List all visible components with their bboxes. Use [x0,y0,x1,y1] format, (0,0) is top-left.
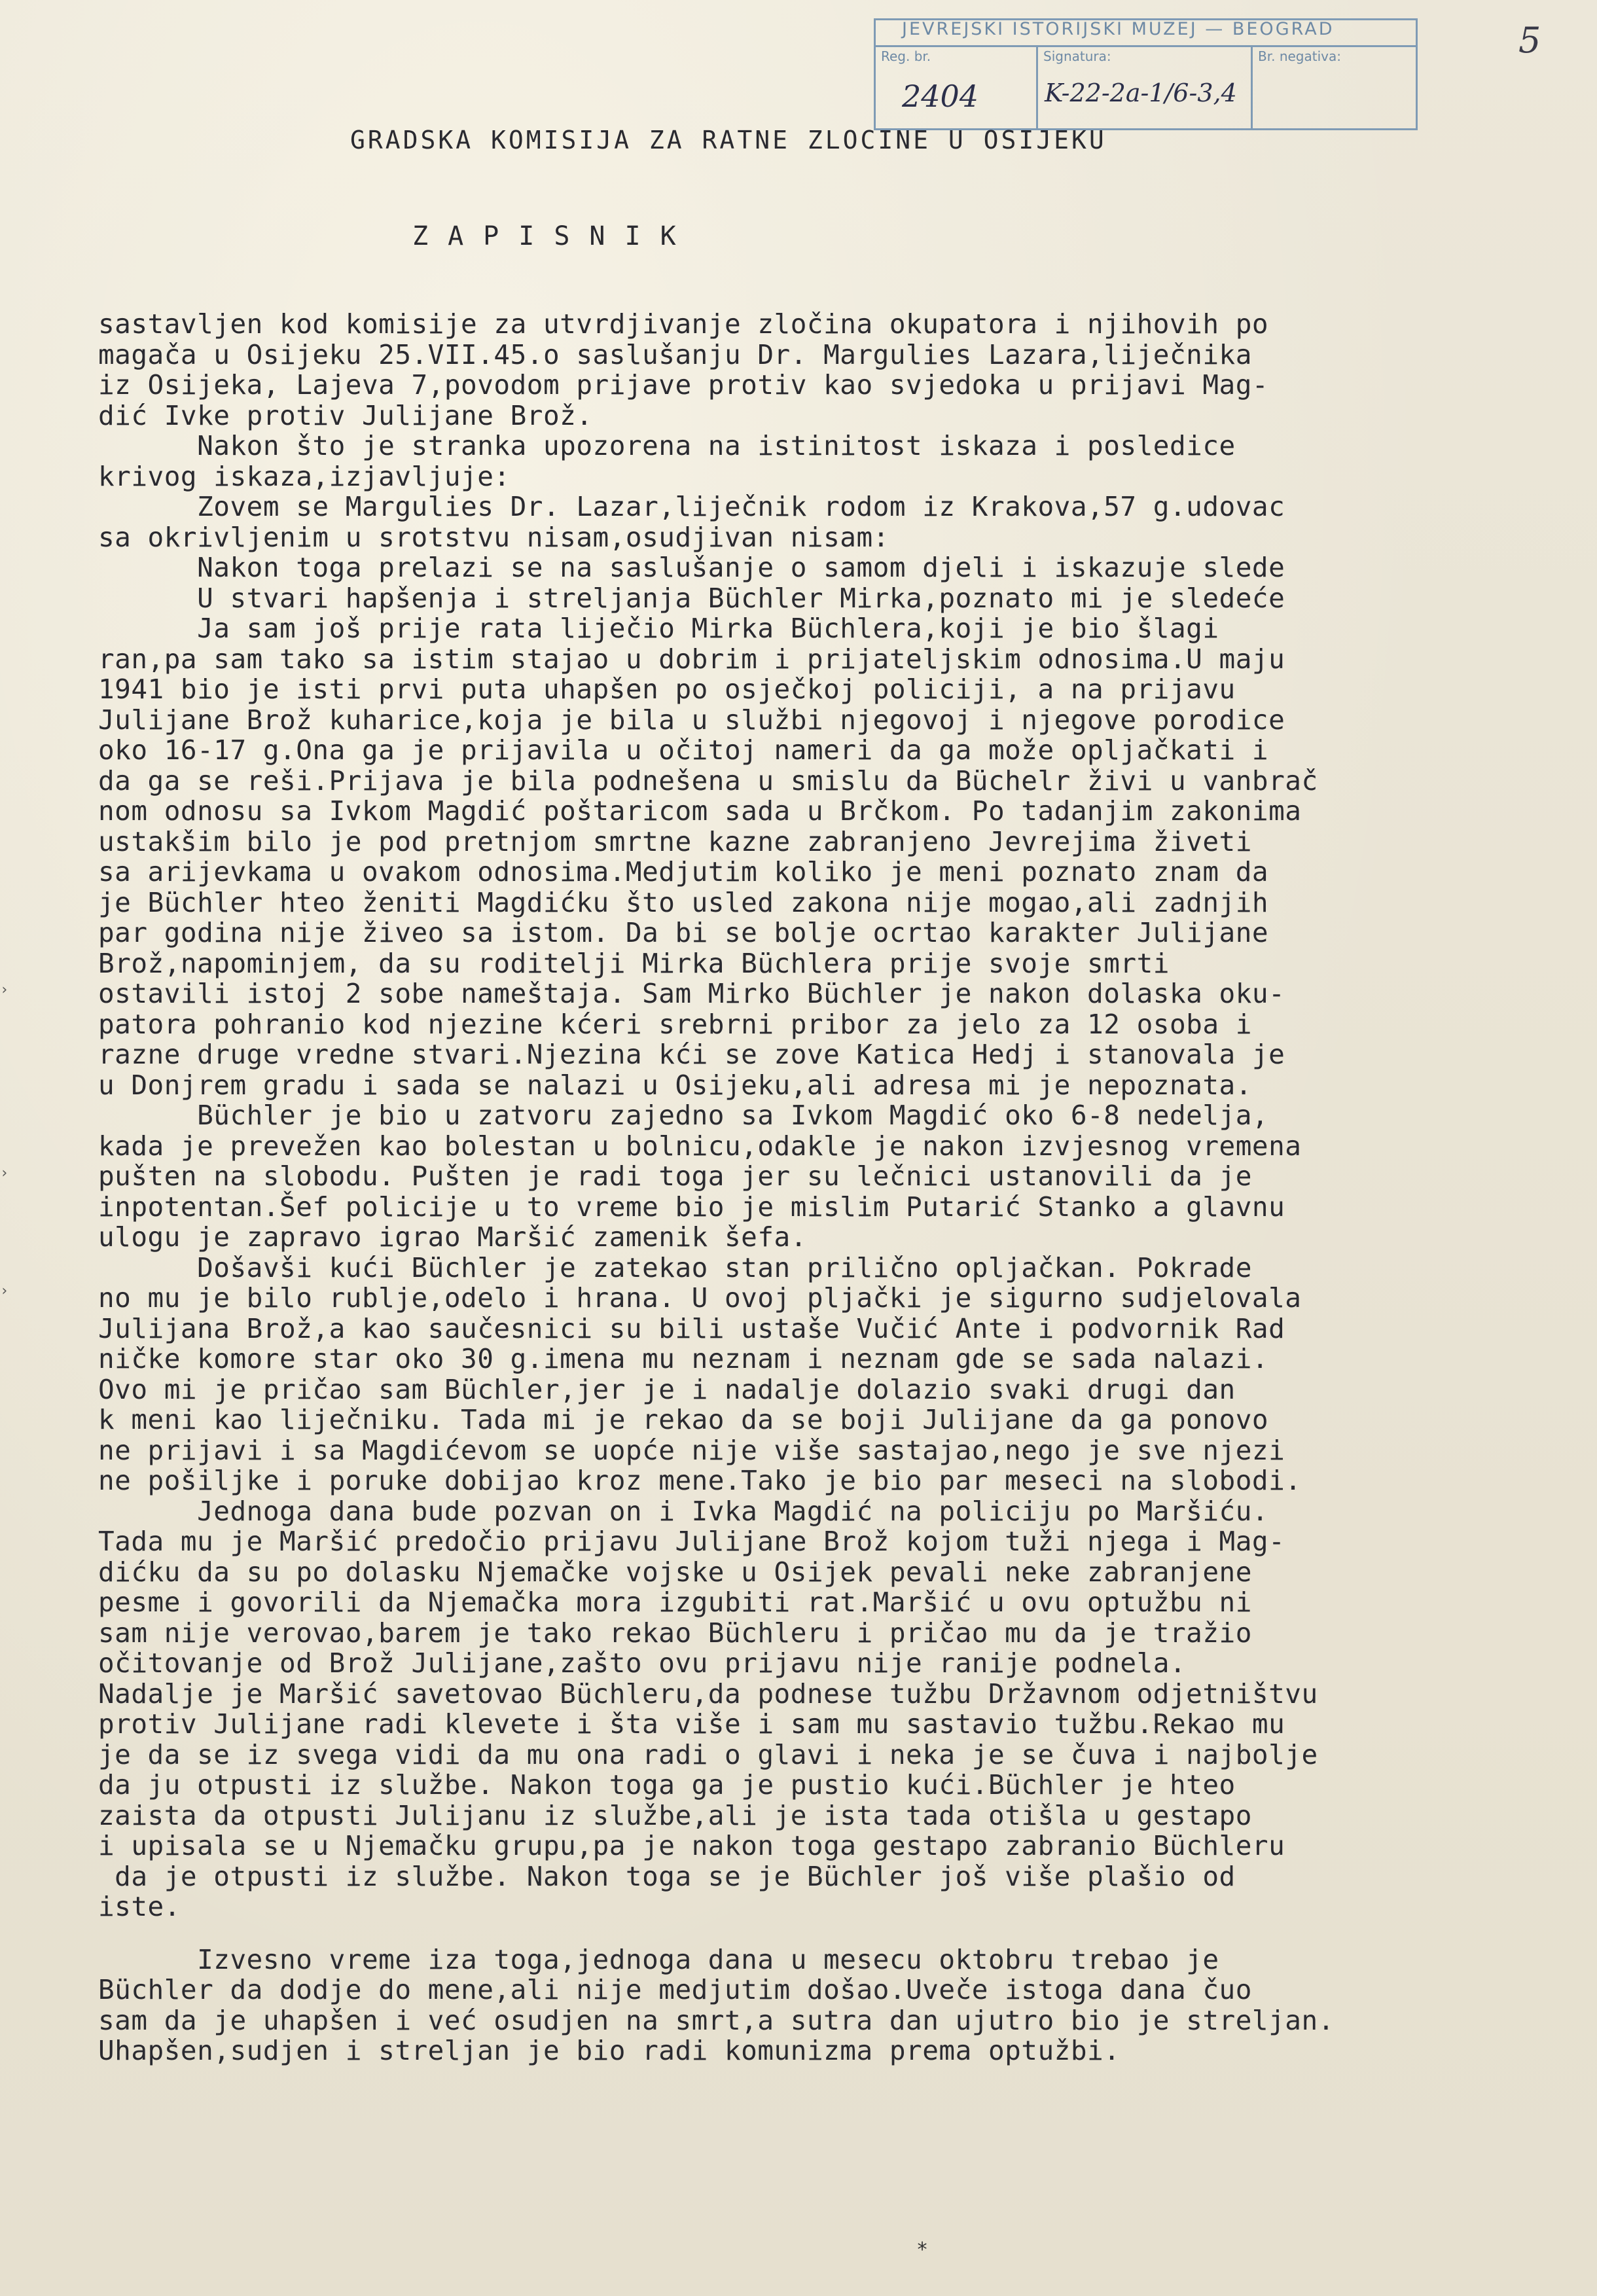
body-line: oko 16-17 g.Ona ga je prijavila u očitoj nameri da ga može opljačkati i [98,734,1269,766]
body-line: Nadalje je Maršić savetovao Büchleru,da podnese tužbu Državnom odjetništvu [98,1677,1318,1710]
body-line: Tada mu je Maršić predočio prijavu Julijane Brož kojom tuži njega i Mag- [98,1526,1285,1557]
archive-stamp [874,18,1418,130]
body-line: Zovem se Margulies Dr. Lazar,liječnik rodom iz Krakova,57 g.udovac [98,491,1285,522]
stamp-value-reg: 2404 [902,79,979,114]
stamp-label-negative: Br. negativa: [1258,48,1341,64]
body-line: Julijane Brož kuharice,koja je bila u službi njegovoj i njegove porodice [98,704,1285,736]
body-line: Jednoga dana bude pozvan on i Ivka Magdić na policiju po Maršiću. [98,1495,1269,1527]
stamp-field-signature [1038,47,1253,129]
stamp-field-reg [876,47,1038,129]
body-line: ne prijavi i sa Magdićevom se uopće nije više sastajao,nego je sve njezi [98,1434,1285,1466]
body-line: da je otpusti iz službe. Nakon toga se je Büchler još više plašio od [98,1860,1236,1892]
stamp-fields [876,45,1416,129]
document-heading: GRADSKA KOMISIJA ZA RATNE ZLOCINE U OSIJEKU [350,126,1107,154]
body-line: sam nije verovao,barem je tako rekao Büchleru i pričao mu da je tražio [98,1617,1252,1649]
body-line: ran,pa sam tako sa istim stajao u dobrim i prijateljskim odnosima.U maju [98,643,1285,675]
body-line: k meni kao liječniku. Tada mi je rekao da se boji Julijane da ga ponovo [98,1404,1269,1435]
body-line: ničke komore star oko 30 g.imena mu neznam i neznam gde se sada nalazi. [98,1343,1269,1374]
body-line: protiv Julijane radi klevete i šta više i sam mu sastavio tužbu.Rekao mu [98,1708,1285,1740]
body-line: Ja sam još prije rata liječio Mirka Büchlera,koji je bio šlagi [98,613,1219,644]
body-line: očitovanje od Brož Julijane,zašto ovu prijavu nije ranije podnela. [98,1647,1187,1679]
body-line: Julijana Brož,a kao saučesnici su bili ustaše Vučić Ante i podvornik Rad [98,1312,1285,1344]
body-line: pesme i govorili da Njemačka mora izgubiti rat.Maršić u ovu optužbu ni [98,1587,1252,1618]
body-line: u Donjrem gradu i sada se nalazi u Osijeku,ali adresa mi je nepoznata. [98,1069,1252,1101]
body-line: Izvesno vreme iza toga,jednoga dana u mesecu oktobru trebao je [98,1943,1219,1975]
body-line: kada je prevežen kao bolestan u bolnicu,odakle je nakon izvjesnog vremena [98,1130,1302,1162]
body-line: Ovo mi je pričao sam Büchler,jer je i nadalje dolazio svaki drugi dan [98,1373,1236,1405]
binder-hole-mark: › [0,982,9,998]
binder-hole-mark: › [0,1165,9,1181]
footer-mark: * [916,2238,929,2261]
body-line: pušten na slobodu. Pušten je radi toga jer su lečnici ustanovili da je [98,1160,1252,1192]
body-line: sastavljen kod komisije za utvrdjivanje zločina okupatora i njihovih po [98,308,1269,340]
body-line: inpotentan.Šef policije u to vreme bio je mislim Putarić Stanko a glavnu [98,1191,1285,1223]
body-line: ulogu je zapravo igrao Maršić zamenik šefa. [98,1221,807,1253]
body-line: krivog iskaza,izjavljuje: [98,460,511,492]
page-number: 5 [1518,20,1541,61]
body-line: sam da je uhapšen i već osudjen na smrt,a sutra dan ujutro bio je streljan. [98,2004,1335,2036]
body-line: razne druge vredne stvari.Njezina kći se zove Katica Hedj i stanovala je [98,1039,1285,1070]
body-line: Nakon toga prelazi se na saslušanje o samom djeli i iskazuje slede [98,552,1285,583]
body-line: Brož,napominjem, da su roditelji Mirka Büchlera prije svoje smrti [98,947,1170,979]
body-line: i upisala se u Njemačku grupu,pa je nakon toga gestapo zabranio Büchleru [98,1830,1285,1861]
body-line: ostavili istoj 2 sobe nameštaja. Sam Mirko Büchler je nakon dolaska oku- [98,978,1285,1009]
body-line [98,1922,1584,1945]
body-line: Büchler da dodje do mene,ali nije medjutim došao.Uveče istoga dana čuo [98,1974,1252,2005]
stamp-field-negative [1253,47,1416,129]
stamp-label-reg: Reg. br. [881,48,931,64]
body-line: iste. [98,1891,181,1922]
body-line: dić Ivke protiv Julijane Brož. [98,399,593,431]
body-line: zaista da otpusti Julijanu iz službe,ali je ista tada otišla u gestapo [98,1799,1252,1831]
body-line: no mu je bilo rublje,odelo i hrana. U ovoj pljački je sigurno sudjelovala [98,1282,1302,1314]
body-line: U stvari hapšenja i streljanja Büchler Mirka,poznato mi je sledeće [98,582,1285,614]
body-line: Uhapšen,sudjen i streljan je bio radi komunizma prema optužbi. [98,2035,1121,2066]
body-line: je Büchler hteo ženiti Magdićku što usled zakona nije mogao,ali zadnjih [98,886,1269,918]
body-line: je da se iz svega vidi da mu ona radi o glavi i neka je se čuva i najbolje [98,1738,1318,1770]
stamp-label-signature: Signatura: [1043,48,1111,64]
body-line: iz Osijeka, Lajeva 7,povodom prijave protiv kao svjedoka u prijavi Mag- [98,369,1269,401]
body-line: par godina nije živeo sa istom. Da bi se bolje ocrtao karakter Julijane [98,917,1269,948]
body-line: Došavši kući Büchler je zatekao stan prilično opljačkan. Pokrade [98,1251,1252,1283]
body-line: sa okrivljenim u srotstvu nisam,osudjivan nisam: [98,521,889,553]
body-line: da ju otpusti iz službe. Nakon toga ga je pustio kući.Büchler je hteo [98,1769,1236,1801]
body-line: ustakšim bilo je pod pretnjom smrtne kazne zabranjeno Jevrejima živeti [98,825,1252,857]
body-line: nom odnosu sa Ivkom Magdić poštaricom sada u Brčkom. Po tadanjim zakonima [98,795,1302,827]
body-line: patora pohranio kod njezine kćeri srebrni pribor za jelo za 12 osoba i [98,1008,1252,1040]
body-line: sa arijevkama u ovakom odnosima.Medjutim koliko je meni poznato znam da [98,856,1269,888]
body-line: 1941 bio je isti prvi puta uhapšen po osječkoj policiji, a na prijavu [98,673,1236,705]
body-line: ne pošiljke i poruke dobijao kroz mene.Tako je bio par meseci na slobodi. [98,1465,1302,1496]
body-line: da ga se reši.Prijava je bila podnešena u smislu da Büchelr živi u vanbrač [98,764,1318,797]
document-title: ZAPISNIK [412,221,696,251]
stamp-value-signature: K-22-2a-1/6-3,4 [1045,79,1237,107]
body-line: dićku da su po dolasku Njemačke vojske u Osijek pevali neke zabranjene [98,1556,1252,1588]
body-line: magača u Osijeku 25.VII.45.o saslušanju Dr. Margulies Lazara,liječnika [98,338,1252,370]
body-line: Büchler je bio u zatvoru zajedno sa Ivkom Magdić oko 6-8 nedelja, [98,1100,1269,1131]
binder-hole-mark: › [0,1283,9,1299]
document-body [98,309,1584,2066]
stamp-institution: JEVREJSKI ISTORIJSKI MUZEJ — BEOGRAD [902,19,1335,39]
body-line: Nakon što je stranka upozorena na istinitost iskaza i posledice [98,430,1236,461]
